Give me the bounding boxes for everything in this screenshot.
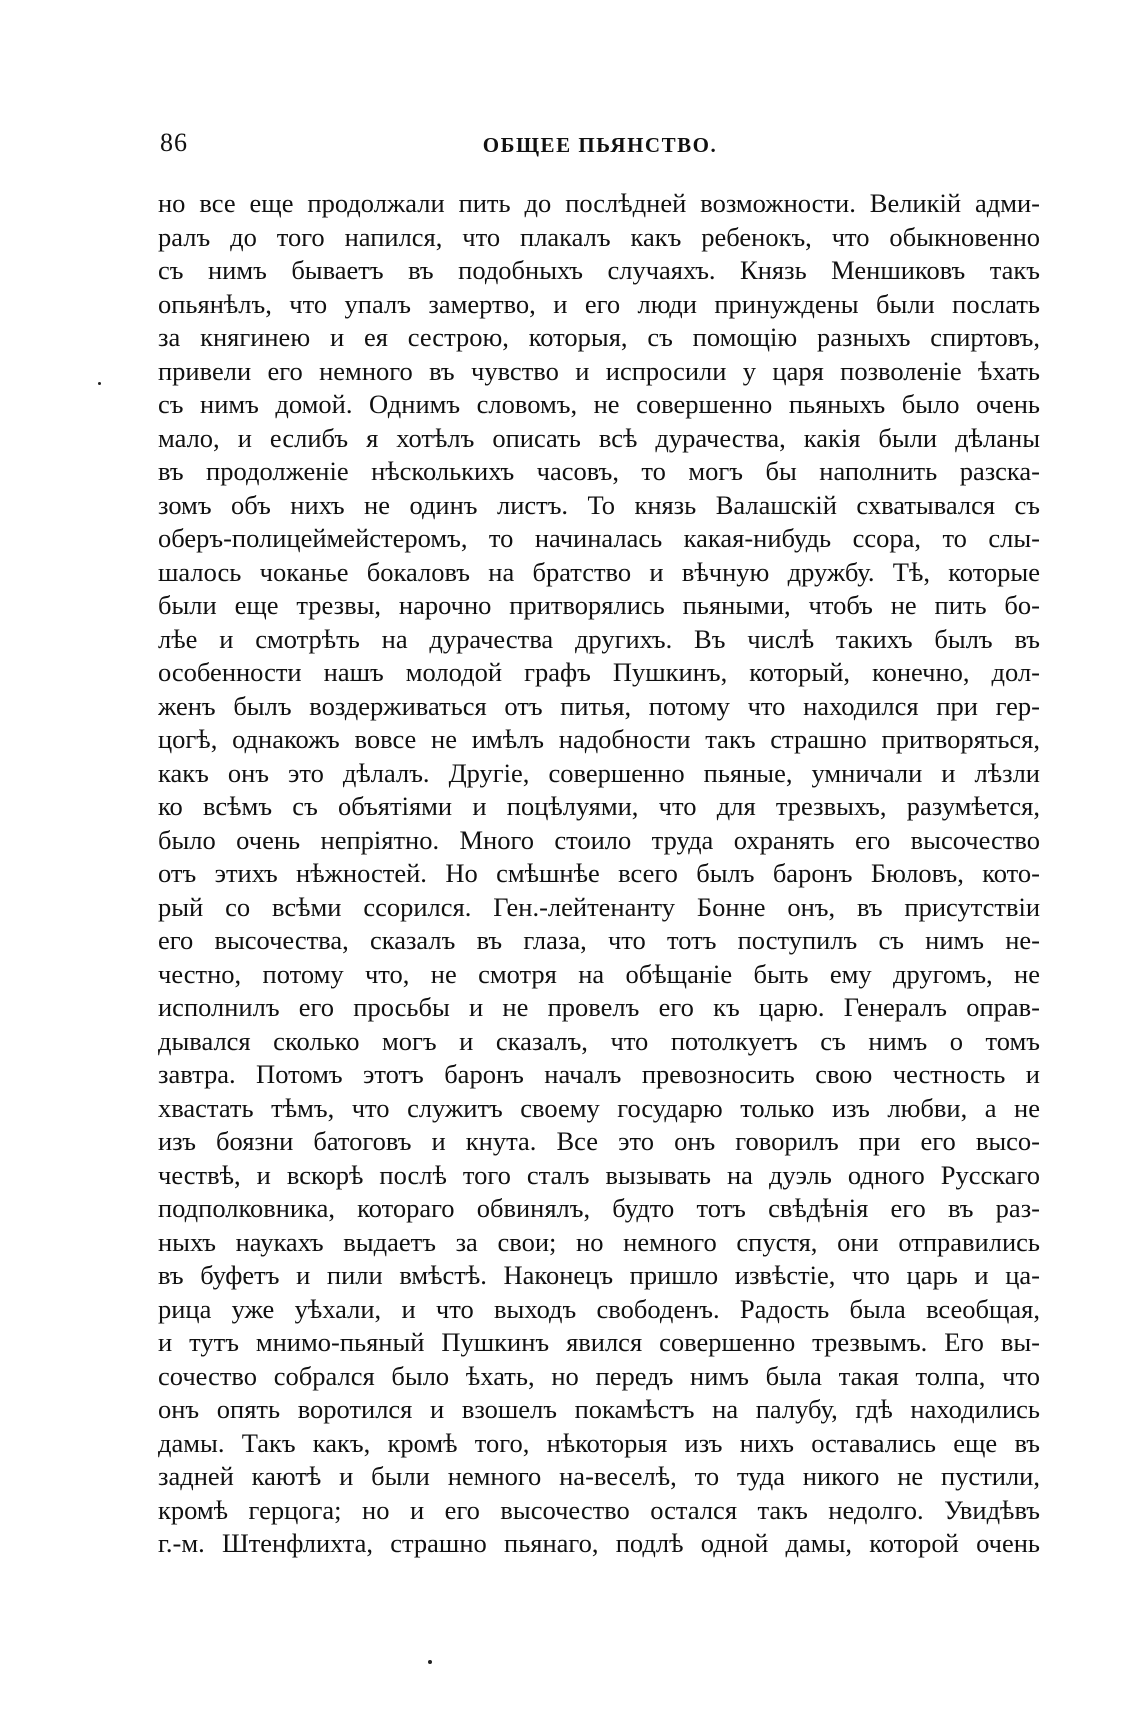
text-line: отъ этихъ нѣжностей. Но смѣшнѣе всего былъ баронъ Бюловъ, кото-	[158, 858, 1040, 888]
text-line: дывался сколько могъ и сказалъ, что потолкуетъ съ нимъ о томъ	[158, 1025, 1040, 1056]
text-line: зомъ объ нихъ не одинъ листъ. То князь Валашскій схватывался съ	[158, 489, 1040, 520]
text-line: шалось чоканье бокаловъ на братство и вѣчную дружбу. Тѣ, которые	[158, 556, 1040, 587]
text-line: исполнилъ его просьбы и не провелъ его къ царю. Генералъ оправ-	[158, 992, 1040, 1022]
text-line: особенности нашъ молодой графъ Пушкинъ, который, конечно, дол-	[158, 657, 1040, 687]
text-line: честно, потому что, не смотря на обѣщаніе быть ему другомъ, не	[158, 958, 1040, 989]
text-line: привели его немного въ чувство и испросили у царя позволеніе ѣхать	[158, 355, 1040, 386]
text-line: за княгинею и ея сестрою, которыя, съ помощію разныхъ спиртовъ,	[158, 322, 1040, 352]
page-number: 86	[160, 128, 188, 157]
text-line: задней каютѣ и были немного на-веселѣ, то туда никого не пустили,	[158, 1461, 1040, 1491]
text-line: чествѣ, и вскорѣ послѣ того сталъ вызывать на дуэль одного Русскаго	[158, 1159, 1040, 1190]
text-line: рый со всѣми ссорился. Ген.-лейтенанту Бонне онъ, въ присутствіи	[158, 891, 1040, 922]
text-line: лѣе и смотрѣть на дурачества другихъ. Въ числѣ такихъ былъ въ	[158, 623, 1040, 654]
text-line: цогѣ, однакожъ вовсе не имѣлъ надобности такъ страшно притворяться,	[158, 724, 1040, 754]
text-line: съ нимъ бываетъ въ подобныхъ случаяхъ. Князь Меншиковъ такъ	[158, 255, 1040, 285]
text-line: подполковника, котораго обвинялъ, будто тотъ свѣдѣнія его въ раз-	[158, 1193, 1040, 1223]
text-line: но все еще продолжали пить до послѣдней возможности. Великій адми-	[158, 188, 1040, 218]
text-line: съ нимъ домой. Однимъ словомъ, не совершенно пьяныхъ было очень	[158, 389, 1040, 419]
text-line: дамы. Такъ какъ, кромѣ того, нѣкоторыя изъ нихъ оставались еще въ	[158, 1427, 1040, 1458]
text-line: ралъ до того напился, что плакалъ какъ ребенокъ, что обыкновенно	[158, 221, 1040, 252]
text-line: ныхъ наукахъ выдаетъ за свои; но немного спустя, они отправились	[158, 1226, 1040, 1257]
text-line: и тутъ мнимо-пьяный Пушкинъ явился совершенно трезвымъ. Его вы-	[158, 1327, 1040, 1357]
text-line: изъ боязни батоговъ и кнута. Все это онъ говорилъ при его высо-	[158, 1126, 1040, 1156]
text-line: мало, и еслибъ я хотѣлъ описать всѣ дурачества, какія были дѣланы	[158, 422, 1040, 453]
text-line: онъ опять воротился и взошелъ покамѣстъ на палубу, гдѣ находились	[158, 1394, 1040, 1424]
text-line: завтра. Потомъ этотъ баронъ началъ превозносить свою честность и	[158, 1059, 1040, 1089]
text-line: оберъ-полицеймейстеромъ, то начиналась какая-нибудь ссора, то слы-	[158, 523, 1040, 553]
text-line: въ буфетъ и пили вмѣстѣ. Наконецъ пришло извѣстіе, что царь и ца-	[158, 1260, 1040, 1290]
print-speck	[98, 382, 101, 385]
text-line: въ продолженіе нѣсколькихъ часовъ, то могъ бы наполнить разска-	[158, 456, 1040, 486]
text-line: рица уже уѣхали, и что выходъ свободенъ. Радость была всеобщая,	[158, 1293, 1040, 1324]
text-line: сочество собрался было ѣхать, но передъ нимъ была такая толпа, что	[158, 1360, 1040, 1391]
text-line: были еще трезвы, нарочно притворялись пьяными, чтобъ не пить бо-	[158, 590, 1040, 620]
text-line: было очень непріятно. Много стоило труда охранять его высочество	[158, 824, 1040, 855]
text-line: какъ онъ это дѣлалъ. Другіе, совершенно пьяные, умничали и лѣзли	[158, 757, 1040, 788]
text-line: опьянѣлъ, что упалъ замертво, и его люди принуждены были послать	[158, 288, 1040, 319]
print-speck	[428, 1660, 432, 1664]
text-line: кромѣ герцога; но и его высочество остался такъ недолго. Увидѣвъ	[158, 1494, 1040, 1525]
body-text	[158, 187, 1040, 1561]
page-title: ОБЩЕЕ ПЬЯНСТВО.	[482, 133, 718, 157]
text-line: женъ былъ воздерживаться отъ питья, потому что находился при гер-	[158, 690, 1040, 721]
text-line: ко всѣмъ съ объятіями и поцѣлуями, что для трезвыхъ, разумѣется,	[158, 791, 1040, 821]
text-line: его высочества, сказалъ въ глаза, что тотъ поступилъ съ нимъ не-	[158, 925, 1040, 955]
text-line: хвастать тѣмъ, что служитъ своему государю только изъ любви, а не	[158, 1092, 1040, 1123]
text-line: г.-м. Штенфлихта, страшно пьянаго, подлѣ одной дамы, которой очень	[158, 1528, 1040, 1558]
running-head	[160, 128, 1040, 168]
